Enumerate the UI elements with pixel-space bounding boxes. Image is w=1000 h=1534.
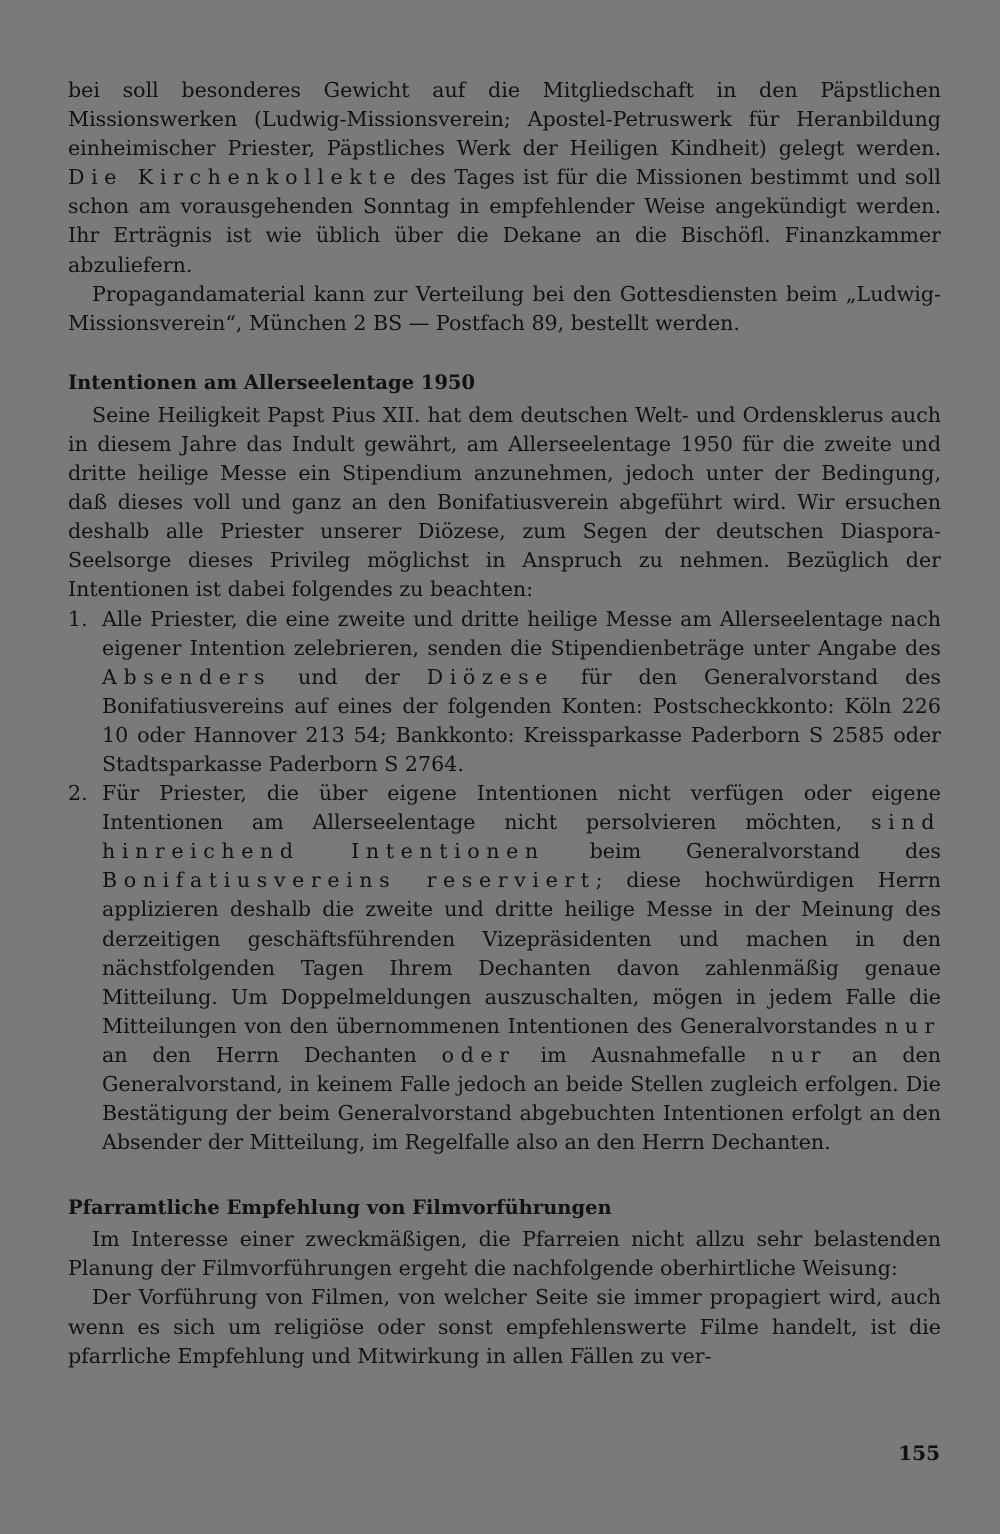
intro-text-a: bei soll besonderes Gewicht auf die Mitgliedschaft in den Päpstlichen Missionswerken (Ludwig-Missionsverein; Apostel-Petruswerk für Heranbildung einheimischer Priester, Päpstliches Werk der Heiligen Kindheit) gelegt werden. — [68, 78, 941, 161]
list-item-text-part: beim Generalvorstand des — [544, 839, 941, 864]
list-item-spaced-term: Absenders — [102, 664, 272, 689]
list-item-text — [102, 779, 941, 1157]
list-item — [68, 605, 941, 780]
list-item-text-part: ; diese hochwürdigen Herrn applizieren deshalb die zweite und dritte heilige Messe in der Meinung des derzeitigen geschäftsführenden Vizepräsidenten und machen in den nächstfolgenden Tagen Ihrem Dechanten davon zahlenmäßig genaue Mitteilung. Um Doppelmeldungen auszuschalten, mögen in jedem Falle die Mitteilungen von den übernommenen Intentionen des Generalvorstandes — [102, 868, 942, 1038]
list-item-text-part: und der — [271, 664, 427, 689]
list-item-text-part: an den Generalvorstand, in keinem Falle jedoch an beide Stellen zugleich erfolgen. Die Bestätigung der beim Generalvorstand abgebuchten Intentionen erfolgt an den Absender der Mitteilung, im Regelfalle also an den Herrn Dechanten. — [102, 1042, 941, 1155]
heading-intentionen: Intentionen am Allerseelentage 1950 — [68, 370, 476, 394]
list-item-spaced-term: Diözese — [426, 664, 555, 689]
list-item-spaced-term: Bonifatiusvereins reserviert — [102, 868, 596, 893]
heading-filmvorfuehrungen: Pfarramtliche Empfehlung von Filmvorführungen — [68, 1196, 612, 1220]
list-item — [68, 779, 941, 1157]
list-item-text-part: Alle Priester, die eine zweite und dritte heilige Messe am Allerseelentage nach eigener Intention zelebrieren, senden die Stipendienbeträge unter Angabe des — [102, 606, 941, 660]
list-item-number: 1. — [68, 606, 88, 631]
document-page — [68, 76, 941, 1371]
list-item-spaced-term: oder — [441, 1042, 516, 1067]
film-paragraph-1: Im Interesse einer zweckmäßigen, die Pfarreien nicht allzu sehr belastenden Planung der Filmvorführungen ergeht die nachfolgende oberhirtliche Weisung: — [68, 1227, 941, 1281]
list-item-text-part: an den Herrn Dechanten — [102, 1042, 442, 1067]
list-item-spaced-term: nur — [884, 1013, 941, 1038]
list-item-text-part: für den Generalvorstand des Bonifatiusvereins auf eines der folgenden Konten: Postscheckkonto: Köln 226 10 oder Hannover 213 54; Bankkonto: Kreissparkasse Paderborn S 2585 oder Stadtsparkasse Paderborn S 2764. — [102, 664, 941, 776]
list-item-text-part: im Ausnahmefalle — [515, 1042, 771, 1067]
intentionen-list — [68, 605, 941, 1158]
page-number: 155 — [898, 1441, 940, 1465]
intro-text-b: des Tages ist für die Missionen bestimmt und soll schon am vorausgehenden Sonntag in empfehlender Weise angekündigt werden. Ihr Erträgnis ist wie üblich über die Dekane an die Bischöfl. Finanzkammer abzuliefern. — [68, 165, 941, 277]
intro-paragraph-2: Propagandamaterial kann zur Verteilung bei den Gottesdiensten beim „Ludwig-Missionsverein“, München 2 BS — Postfach 89, bestellt werden. — [68, 281, 941, 335]
intro-spaced-term: Die Kirchenkollekte — [68, 165, 403, 190]
list-item-spaced-term: nur — [770, 1042, 828, 1067]
list-item-text-part: Für Priester, die über eigene Intentionen nicht verfügen oder eigene Intentionen am Allerseelentage nicht persolvieren möchten, — [102, 781, 941, 835]
list-item-spaced-term: sind hinreichend Intentionen — [102, 810, 941, 864]
intro-paragraph-1 — [68, 76, 941, 280]
list-item-number: 2. — [68, 781, 88, 806]
intentionen-paragraph-1: Seine Heiligkeit Papst Pius XII. hat dem deutschen Welt- und Ordensklerus auch in diesem Jahre das Indult gewährt, am Allerseelentage 1950 für die zweite und dritte heilige Messe ein Stipendium anzunehmen, jedoch unter der Bedingung, daß dieses voll und ganz an den Bonifatiusverein abgeführt wird. Wir ersuchen deshalb alle Priester unserer Diözese, zum Segen der deutschen Diaspora-Seelsorge dieses Privileg möglichst in Anspruch zu nehmen. Bezüglich der Intentionen ist dabei folgendes zu beachten: — [68, 402, 941, 602]
list-item-text — [102, 605, 941, 780]
film-paragraph-2: Der Vorführung von Filmen, von welcher Seite sie immer propagiert wird, auch wenn es sich um religiöse oder sonst empfehlenswerte Filme handelt, ist die pfarrliche Empfehlung und Mitwirkung in allen Fällen zu ver- — [68, 1285, 941, 1368]
